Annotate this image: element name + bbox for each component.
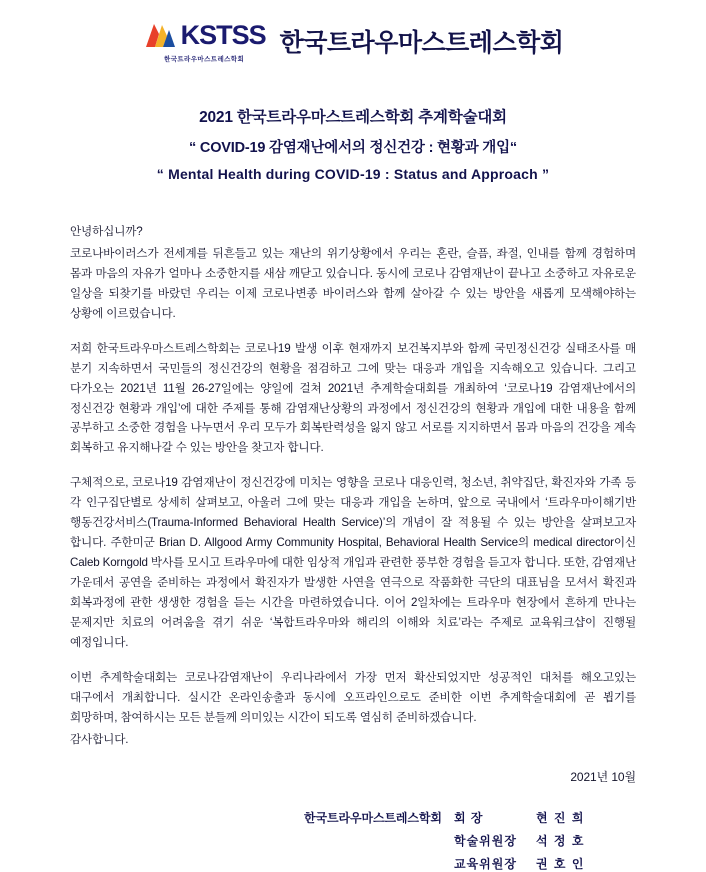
signature-organization: 한국트라우마스트레스학회 [304, 810, 442, 825]
signature-row [304, 832, 598, 849]
signature-name: 현 진 희 [536, 810, 585, 825]
paragraph-3: 구체적으로, 코로나19 감염재난이 정신건강에 미치는 영향을 코로나 대응인력, 청소년, 취약집단, 확진자와 가족 등 각 인구집단별로 상세히 살펴보고, 아울러 그에 맞는 대응과 개입을 논하며, 앞으로 국내에서 ‘트라우마이해기반 행동건강서비스(Trauma-Informed Behavioral Health Service)’의 개념이 잘 적용될 수 있는 방안을 살펴보고자 합니다. 주한미군 Brian D. Allgood Army Community Hospital, Behavioral Health Service의 medical director이신 Caleb Korngold 박사를 모시고 트라우마에 대한 임상적 개입과 관련한 풍부한 경험을 듣고자 합니다. 또한, 감염재난 가운데서 공연을 준비하는 과정에서 확진자가 발생한 사연을 연극으로 작품화한 극단의 대표님을 모셔서 확진과 회복과정에 관한 생생한 경험을 듣는 시간을 마련하였습니다. 이어 2일차에는 트라우마 현장에서 흔하게 만나는 문제지만 치료의 어려움을 겪기 쉬운 ‘복합트라우마와 해리의 이해와 치료’라는 주제로 교육워크샵이 진행될 예정입니다. [70, 476, 636, 649]
letter-date: 2021년 10월 [570, 769, 636, 784]
signature-name: 권 호 인 [536, 856, 585, 871]
logo-subtext: 한국트라우마스트레스학회 [164, 56, 245, 63]
conference-theme-korean: “ COVID-19 감염재난에서의 정신건강 : 현황과 개입“ [189, 140, 517, 156]
conference-theme-english: “ Mental Health during COVID-19 : Status and Approach ” [156, 166, 550, 182]
paragraph-1: 코로나바이러스가 전세계를 뒤흔들고 있는 재난의 위기상황에서 우리는 혼란, 슬픔, 좌절, 인내를 함께 경험하며 몸과 마음의 자유가 얼마나 소중한지를 새삼 깨닫고 있습니다. 동시에 코로나 감염재난이 끝나고 소중하고 자유로운 일상을 되찾기를 바랐던 우리는 이제 코로나변종 바이러스와 함께 살아갈 수 있는 방안을 새롭게 모색해야하는 상황에 이르렀습니다. [70, 246, 636, 320]
signature-role: 회 장 [454, 810, 484, 825]
society-logo [143, 18, 266, 63]
document-header [0, 0, 706, 69]
logo-main [143, 18, 266, 52]
kstss-logo-icon [143, 18, 177, 52]
logo-wordmark: KSTSS [180, 19, 266, 50]
signature-role: 학술위원장 [454, 833, 517, 848]
paragraph-2: 저희 한국트라우마스트레스학회는 코로나19 발생 이후 현재까지 보건복지부와 함께 국민정신건강 실태조사를 매 분기 지속하면서 국민들의 정신건강의 현황을 점검하고 그에 맞는 대응과 개입을 지속해오고 있습니다. 그리고 다가오는 2021년 11월 26-27일에는 양일에 걸쳐 2021년 추계학술대회를 개최하여 ‘코로나19 감염재난에서의 정신건강 현황과 개입’에 대한 주제를 통해 감염재난상황의 과정에서 정신건강의 현황과 개입에 대한 내용을 함께 공부하고 소중한 경험을 나누면서 우리 모두가 회복탄력성을 잃지 않고 서로를 지지하면서 몸과 마음의 건강을 계속 회복하고 유지해나갈 수 있는 방안을 찾고자 합니다. [70, 341, 636, 455]
signature-row [304, 809, 598, 826]
signature-name: 석 정 호 [536, 833, 585, 848]
letter-body [70, 222, 636, 750]
conference-title-block [0, 105, 706, 182]
closing-line: 감사합니다. [70, 732, 129, 746]
paragraph-4: 이번 추계학술대회는 코로나감염재난이 우리나라에서 가장 먼저 확산되었지만 성공적인 대처를 해오고있는 대구에서 개최합니다. 실시간 온라인송출과 동시에 오프라인으로도 준비한 이번 추계학술대회에 곧 뵙기를 희망하며, 참여하시는 모든 분들께 의미있는 시간이 되도록 열심히 준비하겠습니다. [70, 670, 636, 724]
signature-block [0, 809, 598, 872]
greeting-line: 안녕하십니까? [70, 225, 143, 238]
signature-role: 교육위원장 [454, 856, 517, 871]
organization-title: 한국트라우마스트레스학회 [279, 28, 564, 57]
signature-row [304, 855, 598, 872]
conference-title-korean: 2021 한국트라우마스트레스학회 추계학술대회 [199, 109, 507, 126]
